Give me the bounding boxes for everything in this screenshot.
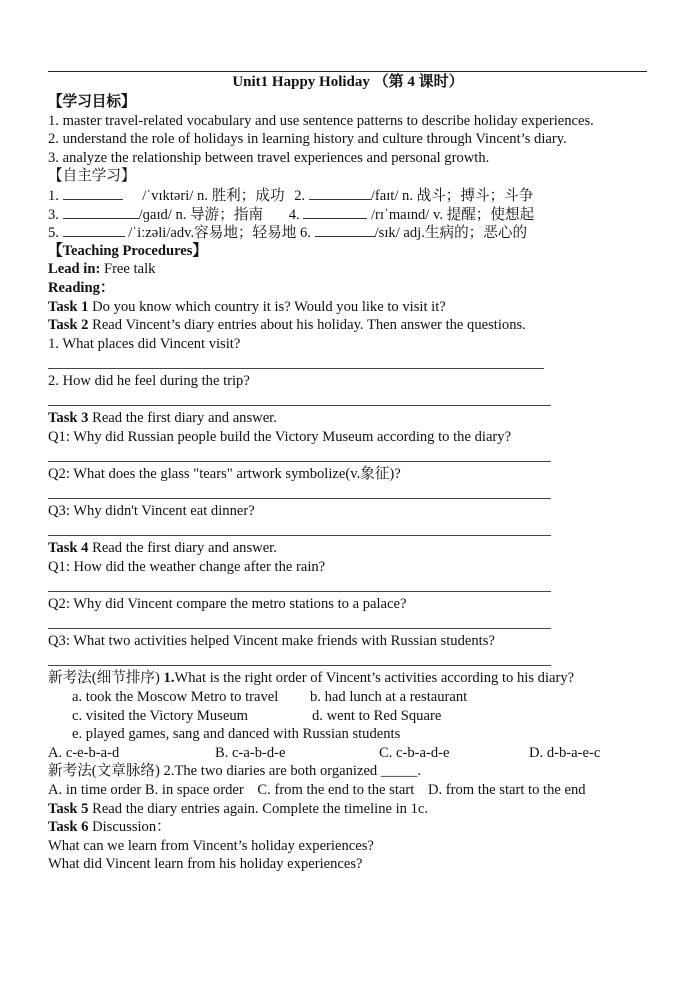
vocab-blank[interactable] [63, 186, 123, 200]
vocab-row-2 [48, 205, 648, 224]
mc-item: d. went to Red Square [312, 707, 442, 724]
task-label: Task 2 [48, 317, 89, 334]
objective-item: 3. analyze the relationship between travel experiences and personal growth. [48, 149, 490, 166]
task-text: Read Vincent’s diary entries about his holiday. Then answer the questions. [88, 317, 526, 334]
vocab-num: 1. [48, 187, 59, 204]
mc-num: 1. [163, 670, 175, 687]
mc-options-row [48, 744, 648, 763]
vocab-num: 3. [48, 206, 59, 223]
vocab-def: /ɡaɪd/ n. 导游；指南 [138, 206, 264, 223]
answer-line[interactable] [48, 651, 648, 670]
vocab-num: 2. [294, 187, 306, 204]
vocab-blank[interactable] [315, 223, 375, 237]
mc-items-row [48, 707, 648, 726]
mc-option-a[interactable]: A. c-e-b-a-d [48, 744, 120, 761]
vocab-def: /ˈiːzəli/adv.容易地；轻易地 [128, 225, 297, 242]
task-3 [48, 409, 648, 428]
answer-line[interactable] [48, 521, 648, 540]
mc-options-row [48, 781, 648, 800]
discussion-question: What did Vincent learn from his holiday experiences? [48, 856, 363, 873]
worksheet [48, 62, 648, 874]
question: Q2: What does the glass "tears" artwork symbolize(v.象征)? [48, 465, 401, 482]
task-label: Task 4 [48, 540, 89, 557]
vocab-blank[interactable] [309, 186, 371, 200]
mc-question-1 [48, 669, 648, 688]
task-4 [48, 539, 648, 558]
lead-in-text: Free talk [100, 261, 156, 278]
mc-option-a[interactable]: A. in time order [48, 781, 142, 798]
vocab-blank[interactable] [63, 223, 125, 237]
vocab-blank[interactable] [303, 205, 367, 219]
question: 2. How did he feel during the trip? [48, 372, 250, 389]
procedures-heading: 【Teaching Procedures】 [48, 242, 208, 259]
vocab-num: 6. [300, 225, 311, 242]
mc-option-d[interactable]: D. d-b-a-e-c [529, 744, 601, 761]
mc-option-c[interactable]: C. from the end to the start [257, 781, 415, 798]
answer-line[interactable] [48, 614, 648, 633]
mc-item: b. had lunch at a restaurant [310, 689, 468, 705]
task-2 [48, 316, 648, 335]
mc-option-c[interactable]: C. c-b-a-d-e [379, 744, 450, 761]
vocab-row-1 [48, 186, 648, 205]
task-text: Read the first diary and answer. [88, 410, 277, 427]
mc-question-2: 新考法(文章脉络) 2.The two diaries are both organized _____. [48, 763, 422, 780]
objectives-heading: 【学习目标】 [48, 94, 136, 110]
vocab-def: /faɪt/ n. 战斗；搏斗；斗争 [370, 187, 534, 204]
mc-items-row [48, 688, 648, 707]
vocab-blank[interactable] [63, 205, 139, 219]
vocab-num: 4. [288, 206, 300, 223]
objective-item: 2. understand the role of holidays in learning history and culture through Vincent’s diary. [48, 131, 567, 148]
answer-line[interactable] [48, 576, 648, 595]
task-label: Task 6 [48, 819, 89, 836]
question: Q3: Why didn't Vincent eat dinner? [48, 503, 255, 520]
mc-text: What is the right order of Vincent’s activities according to his diary? [174, 670, 575, 687]
objective-item: 1. master travel-related vocabulary and use sentence patterns to describe holiday experiences. [48, 112, 594, 129]
task-label: Task 3 [48, 410, 89, 427]
mc-item: a. took the Moscow Metro to travel [72, 689, 279, 705]
vocab-num: 5. [48, 225, 59, 242]
task-text: Do you know which country it is? Would you like to visit it? [88, 298, 446, 315]
mc-option-b[interactable]: B. c-a-b-d-e [215, 744, 286, 761]
discussion-question: What can we learn from Vincent’s holiday experiences? [48, 837, 374, 854]
selfstudy-heading: 【自主学习】 [48, 168, 136, 185]
question: Q2: Why did Vincent compare the metro stations to a palace? [48, 596, 407, 613]
vocab-def: /ˈvɪktəri/ n. 胜利；成功 [142, 187, 285, 204]
answer-line[interactable] [48, 391, 648, 410]
reading-label: Reading： [48, 279, 115, 296]
task-text: Discussion： [88, 819, 171, 836]
task-text: Read the diary entries again. Complete the timeline in 1c. [88, 800, 429, 817]
mc-option-d[interactable]: D. from the start to the end [427, 781, 586, 798]
vocab-def: /rɪˈmaɪnd/ v. 提醒；使想起 [370, 206, 535, 223]
task-5 [48, 800, 648, 819]
mc-item: e. played games, sang and danced with Russian students [72, 726, 401, 743]
mc-item: c. visited the Victory Museum [72, 707, 248, 724]
question: Q3: What two activities helped Vincent make friends with Russian students? [48, 633, 495, 650]
answer-line[interactable] [48, 483, 648, 502]
task-label: Task 5 [48, 800, 89, 817]
mc-prefix: 新考法(细节排序) [48, 670, 164, 687]
task-6 [48, 818, 648, 837]
question: Q1: How did the weather change after the rain? [48, 558, 326, 575]
page-title: Unit1 Happy Holiday （第 4 课时） [232, 74, 464, 90]
lead-in [48, 260, 648, 279]
vocab-row-3 [48, 223, 648, 242]
lead-in-label: Lead in: [48, 261, 101, 278]
answer-line[interactable] [48, 353, 648, 372]
task-text: Read the first diary and answer. [88, 540, 277, 557]
question: 1. What places did Vincent visit? [48, 335, 241, 352]
task-1 [48, 298, 648, 317]
mc-option-b[interactable]: B. in space order [144, 781, 244, 798]
question: Q1: Why did Russian people build the Victory Museum according to the diary? [48, 428, 512, 445]
vocab-def: /sɪk/ adj.生病的；恶心的 [374, 225, 528, 242]
task-label: Task 1 [48, 298, 89, 315]
answer-line[interactable] [48, 446, 648, 465]
